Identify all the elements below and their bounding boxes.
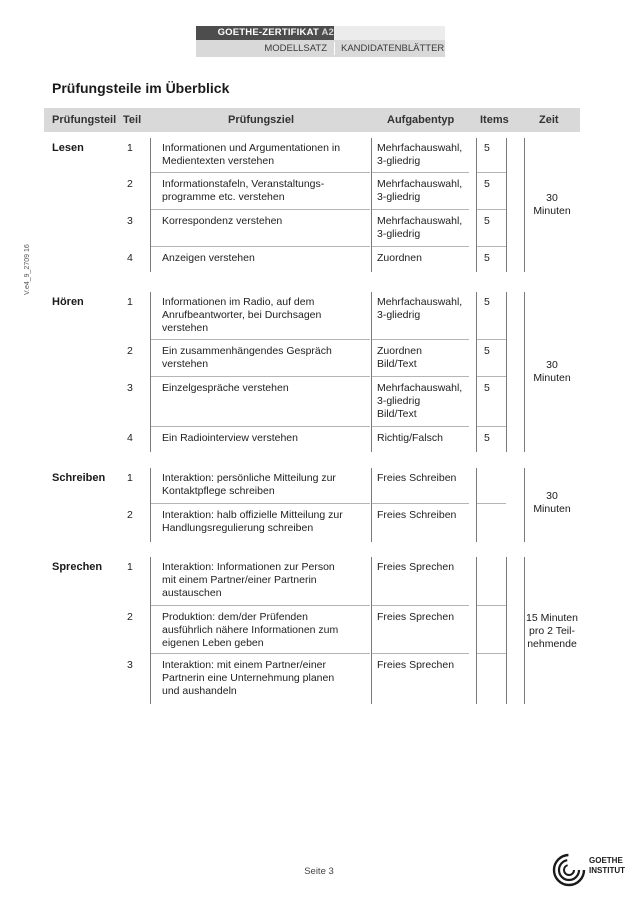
page-number: Seite 3 — [304, 866, 334, 877]
column-divider — [506, 292, 507, 452]
column-divider — [476, 557, 477, 704]
column-divider — [476, 292, 477, 452]
page-title: Prüfungsteile im Überblick — [52, 80, 230, 96]
row-ziel: Korrespondenz verstehen — [162, 215, 283, 227]
row-divider — [476, 503, 506, 504]
row-divider — [150, 209, 370, 210]
row-teil: 2 — [127, 611, 133, 623]
row-ziel: Informationstafeln, Veranstaltungs- programme etc. verstehen — [162, 178, 325, 203]
row-items: 5 — [484, 432, 490, 444]
row-ziel: Interaktion: Informationen zur Person mit einem Partner/einer Partnerin austauschen — [162, 561, 335, 599]
row-items: 5 — [484, 296, 490, 308]
row-typ: Freies Sprechen — [377, 561, 455, 573]
section-zeit: 15 Minuten pro 2 Teil- nehmende — [526, 612, 578, 650]
row-typ: Freies Sprechen — [377, 659, 455, 671]
row-divider — [150, 605, 370, 606]
row-items: 5 — [484, 142, 490, 154]
certificate-name: GOETHE-ZERTIFIKAT — [217, 27, 319, 38]
row-items: 5 — [484, 382, 490, 394]
row-teil: 2 — [127, 345, 133, 357]
certificate-label — [196, 26, 334, 40]
column-divider — [506, 557, 507, 704]
row-teil: 3 — [127, 659, 133, 671]
row-typ: Zuordnen Bild/Text — [377, 345, 422, 370]
row-divider — [371, 209, 469, 210]
row-teil: 4 — [127, 432, 133, 444]
row-divider — [476, 426, 506, 427]
row-divider — [476, 246, 506, 247]
row-teil: 3 — [127, 215, 133, 227]
header-subtitle-bar — [196, 40, 445, 57]
row-ziel: Einzelgespräche verstehen — [162, 382, 289, 394]
row-divider — [371, 503, 469, 504]
column-divider — [476, 468, 477, 542]
section-name: Lesen — [52, 142, 84, 154]
table-header — [44, 108, 580, 132]
column-divider — [150, 138, 151, 272]
row-divider — [476, 339, 506, 340]
row-divider — [150, 376, 370, 377]
row-ziel: Interaktion: mit einem Partner/einer Partnerin eine Unternehmung planen und aushandeln — [162, 659, 335, 697]
certificate-level: A2 — [321, 27, 334, 38]
goethe-logo-icon — [552, 853, 588, 887]
col-header-teil: Teil — [123, 114, 142, 126]
row-divider — [371, 653, 469, 654]
section-name: Sprechen — [52, 561, 103, 573]
row-ziel: Interaktion: persönliche Mitteilung zur Kontaktpflege schreiben — [162, 472, 336, 497]
goethe-logo-text — [589, 856, 625, 876]
section-zeit: 30 Minuten — [533, 192, 571, 217]
col-header-ziel: Prüfungsziel — [228, 114, 295, 126]
row-typ: Mehrfachauswahl, 3-gliedrig — [377, 296, 463, 321]
kandidaten-label: KANDIDATENBLÄTTER — [341, 43, 445, 54]
row-ziel: Produktion: dem/der Prüfenden ausführlich nähere Informationen zum eigenen Leben geben — [162, 611, 339, 649]
row-typ: Freies Sprechen — [377, 611, 455, 623]
row-teil: 1 — [127, 472, 133, 484]
col-header-zeit: Zeit — [539, 114, 559, 126]
row-divider — [371, 426, 469, 427]
row-divider — [476, 209, 506, 210]
row-ziel: Ein zusammenhängendes Gespräch verstehen — [162, 345, 332, 370]
row-teil: 2 — [127, 178, 133, 190]
row-divider — [371, 246, 469, 247]
row-items: 5 — [484, 345, 490, 357]
row-divider — [476, 605, 506, 606]
column-divider — [506, 138, 507, 272]
row-typ: Mehrfachauswahl, 3-gliedrig Bild/Text — [377, 382, 463, 420]
header-blank-cell — [334, 26, 445, 40]
row-teil: 4 — [127, 252, 133, 264]
row-divider — [371, 605, 469, 606]
row-typ: Richtig/Falsch — [377, 432, 443, 444]
section-zeit: 30 Minuten — [533, 359, 571, 384]
row-divider — [150, 246, 370, 247]
column-divider — [150, 557, 151, 704]
column-divider — [371, 292, 372, 452]
row-teil: 1 — [127, 142, 133, 154]
row-divider — [150, 339, 370, 340]
row-typ: Mehrfachauswahl, 3-gliedrig — [377, 142, 463, 167]
row-typ: Mehrfachauswahl, 3-gliedrig — [377, 215, 463, 240]
row-typ: Freies Schreiben — [377, 472, 457, 484]
row-teil: 1 — [127, 561, 133, 573]
row-divider — [371, 376, 469, 377]
row-divider — [150, 172, 370, 173]
row-divider — [476, 653, 506, 654]
row-typ: Zuordnen — [377, 252, 422, 264]
section-name: Hören — [52, 296, 84, 308]
row-ziel: Interaktion: halb offizielle Mitteilung zur Handlungsregulierung schreiben — [162, 509, 343, 534]
row-divider — [150, 426, 370, 427]
column-divider — [150, 292, 151, 452]
column-divider — [371, 138, 372, 272]
section-zeit: 30 Minuten — [533, 490, 571, 515]
row-ziel: Ein Radiointerview verstehen — [162, 432, 298, 444]
column-divider — [476, 138, 477, 272]
row-items: 5 — [484, 215, 490, 227]
row-items: 5 — [484, 252, 490, 264]
row-typ: Mehrfachauswahl, 3-gliedrig — [377, 178, 463, 203]
row-teil: 3 — [127, 382, 133, 394]
column-divider — [371, 468, 372, 542]
row-teil: 1 — [127, 296, 133, 308]
modelltest-label: MODELLSATZ — [264, 43, 327, 54]
row-divider — [371, 172, 469, 173]
row-divider — [371, 339, 469, 340]
row-ziel: Anzeigen verstehen — [162, 252, 255, 264]
col-header-items: Items — [480, 114, 509, 126]
header-certificate-bar — [196, 26, 445, 40]
row-ziel: Informationen und Argumentationen in Medientexten verstehen — [162, 142, 341, 167]
row-items: 5 — [484, 178, 490, 190]
col-header-typ: Aufgabentyp — [387, 114, 455, 126]
column-divider — [150, 468, 151, 542]
row-divider — [150, 653, 370, 654]
logo-line-2: INSTITUT — [589, 866, 625, 875]
side-version-text: V.e4_9_2709 16 — [24, 244, 31, 295]
row-ziel: Informationen im Radio, auf dem Anrufbeantworter, bei Durchsagen verstehen — [162, 296, 322, 334]
row-typ: Freies Schreiben — [377, 509, 457, 521]
col-header-pruefungsteil: Prüfungsteil — [52, 114, 117, 126]
row-divider — [476, 172, 506, 173]
row-divider — [476, 376, 506, 377]
column-divider — [371, 557, 372, 704]
row-divider — [150, 503, 370, 504]
section-name: Schreiben — [52, 472, 106, 484]
row-teil: 2 — [127, 509, 133, 521]
logo-line-1: GOETHE — [589, 856, 623, 865]
header-separator — [334, 42, 335, 55]
